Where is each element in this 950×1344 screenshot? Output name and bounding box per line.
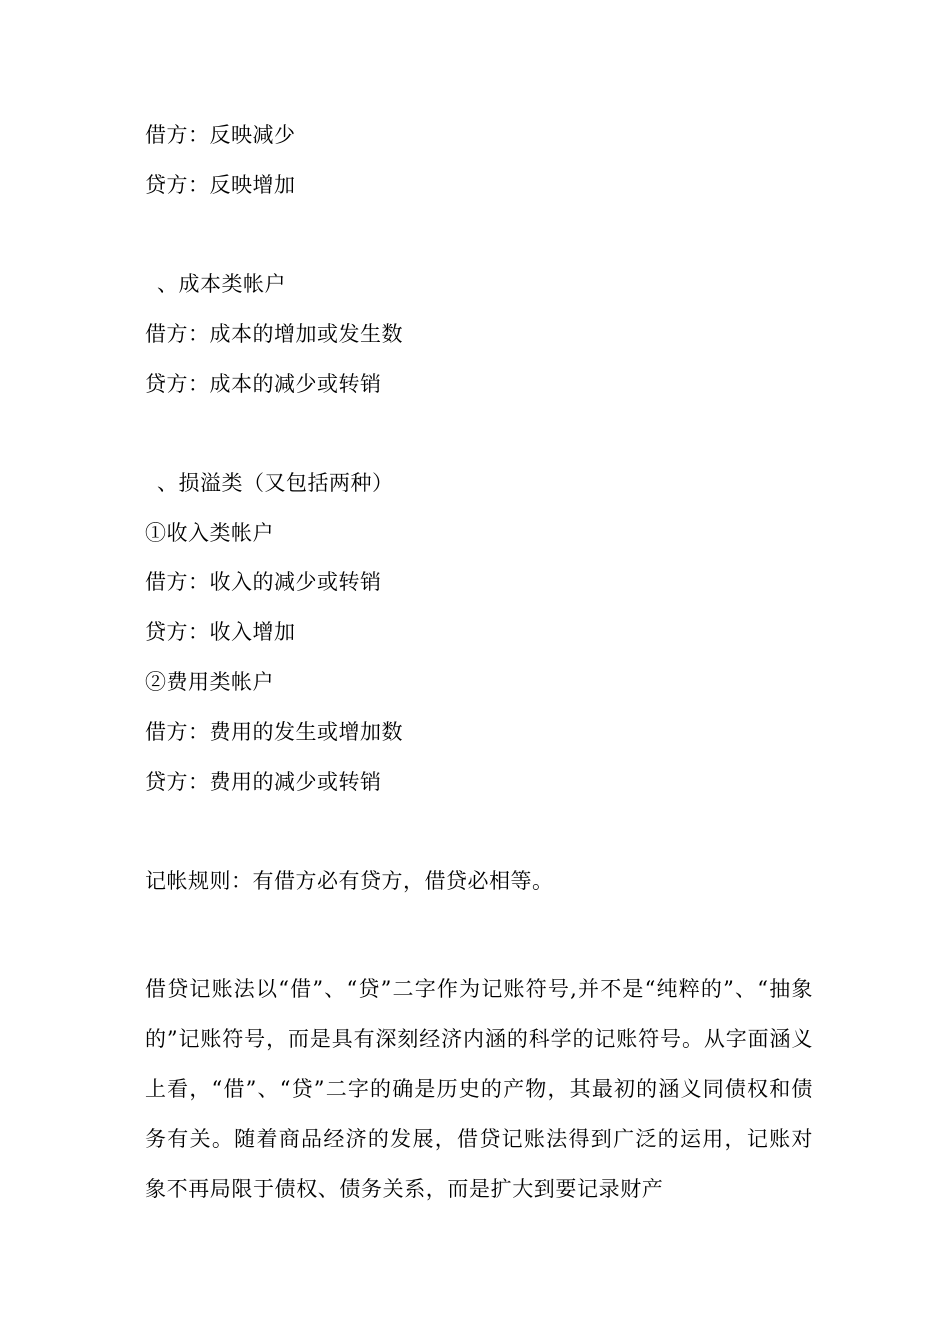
section-heading: 、损溢类（又包括两种） (157, 471, 394, 495)
section-heading: 、成本类帐户 (157, 272, 286, 296)
body-paragraph: 借贷记账法以“借”、“贷”二字作为记账符号,并不是“纯粹的”、“抽象的”记账符号，而是具有深刻经济内涵的科学的记账符号。从字面涵义上看，“借”、“贷”二字的确是历史的产物，其最初的涵义同债权和债务有关。随着商品经济的发展，借贷记账法得到广泛的运用，记账对象不再局限于债权、债务关系，而是扩大到要记录财产 (145, 977, 813, 1201)
text-line: 借方：收入的减少或转销 (145, 570, 382, 594)
text-line: 贷方：费用的减少或转销 (145, 770, 382, 794)
rule-statement: 记帐规则：有借方必有贷方，借贷必相等。 (145, 869, 554, 893)
text-line: 贷方：成本的减少或转销 (145, 372, 382, 396)
text-line: 贷方：收入增加 (145, 620, 296, 644)
text-line: 借方：费用的发生或增加数 (145, 720, 403, 744)
text-line: 借方：反映减少 (145, 123, 296, 147)
text-line: 贷方：反映增加 (145, 173, 296, 197)
subsection-heading: ②费用类帐户 (145, 670, 274, 694)
text-line: 借方：成本的增加或发生数 (145, 322, 403, 346)
subsection-heading: ①收入类帐户 (145, 521, 274, 545)
